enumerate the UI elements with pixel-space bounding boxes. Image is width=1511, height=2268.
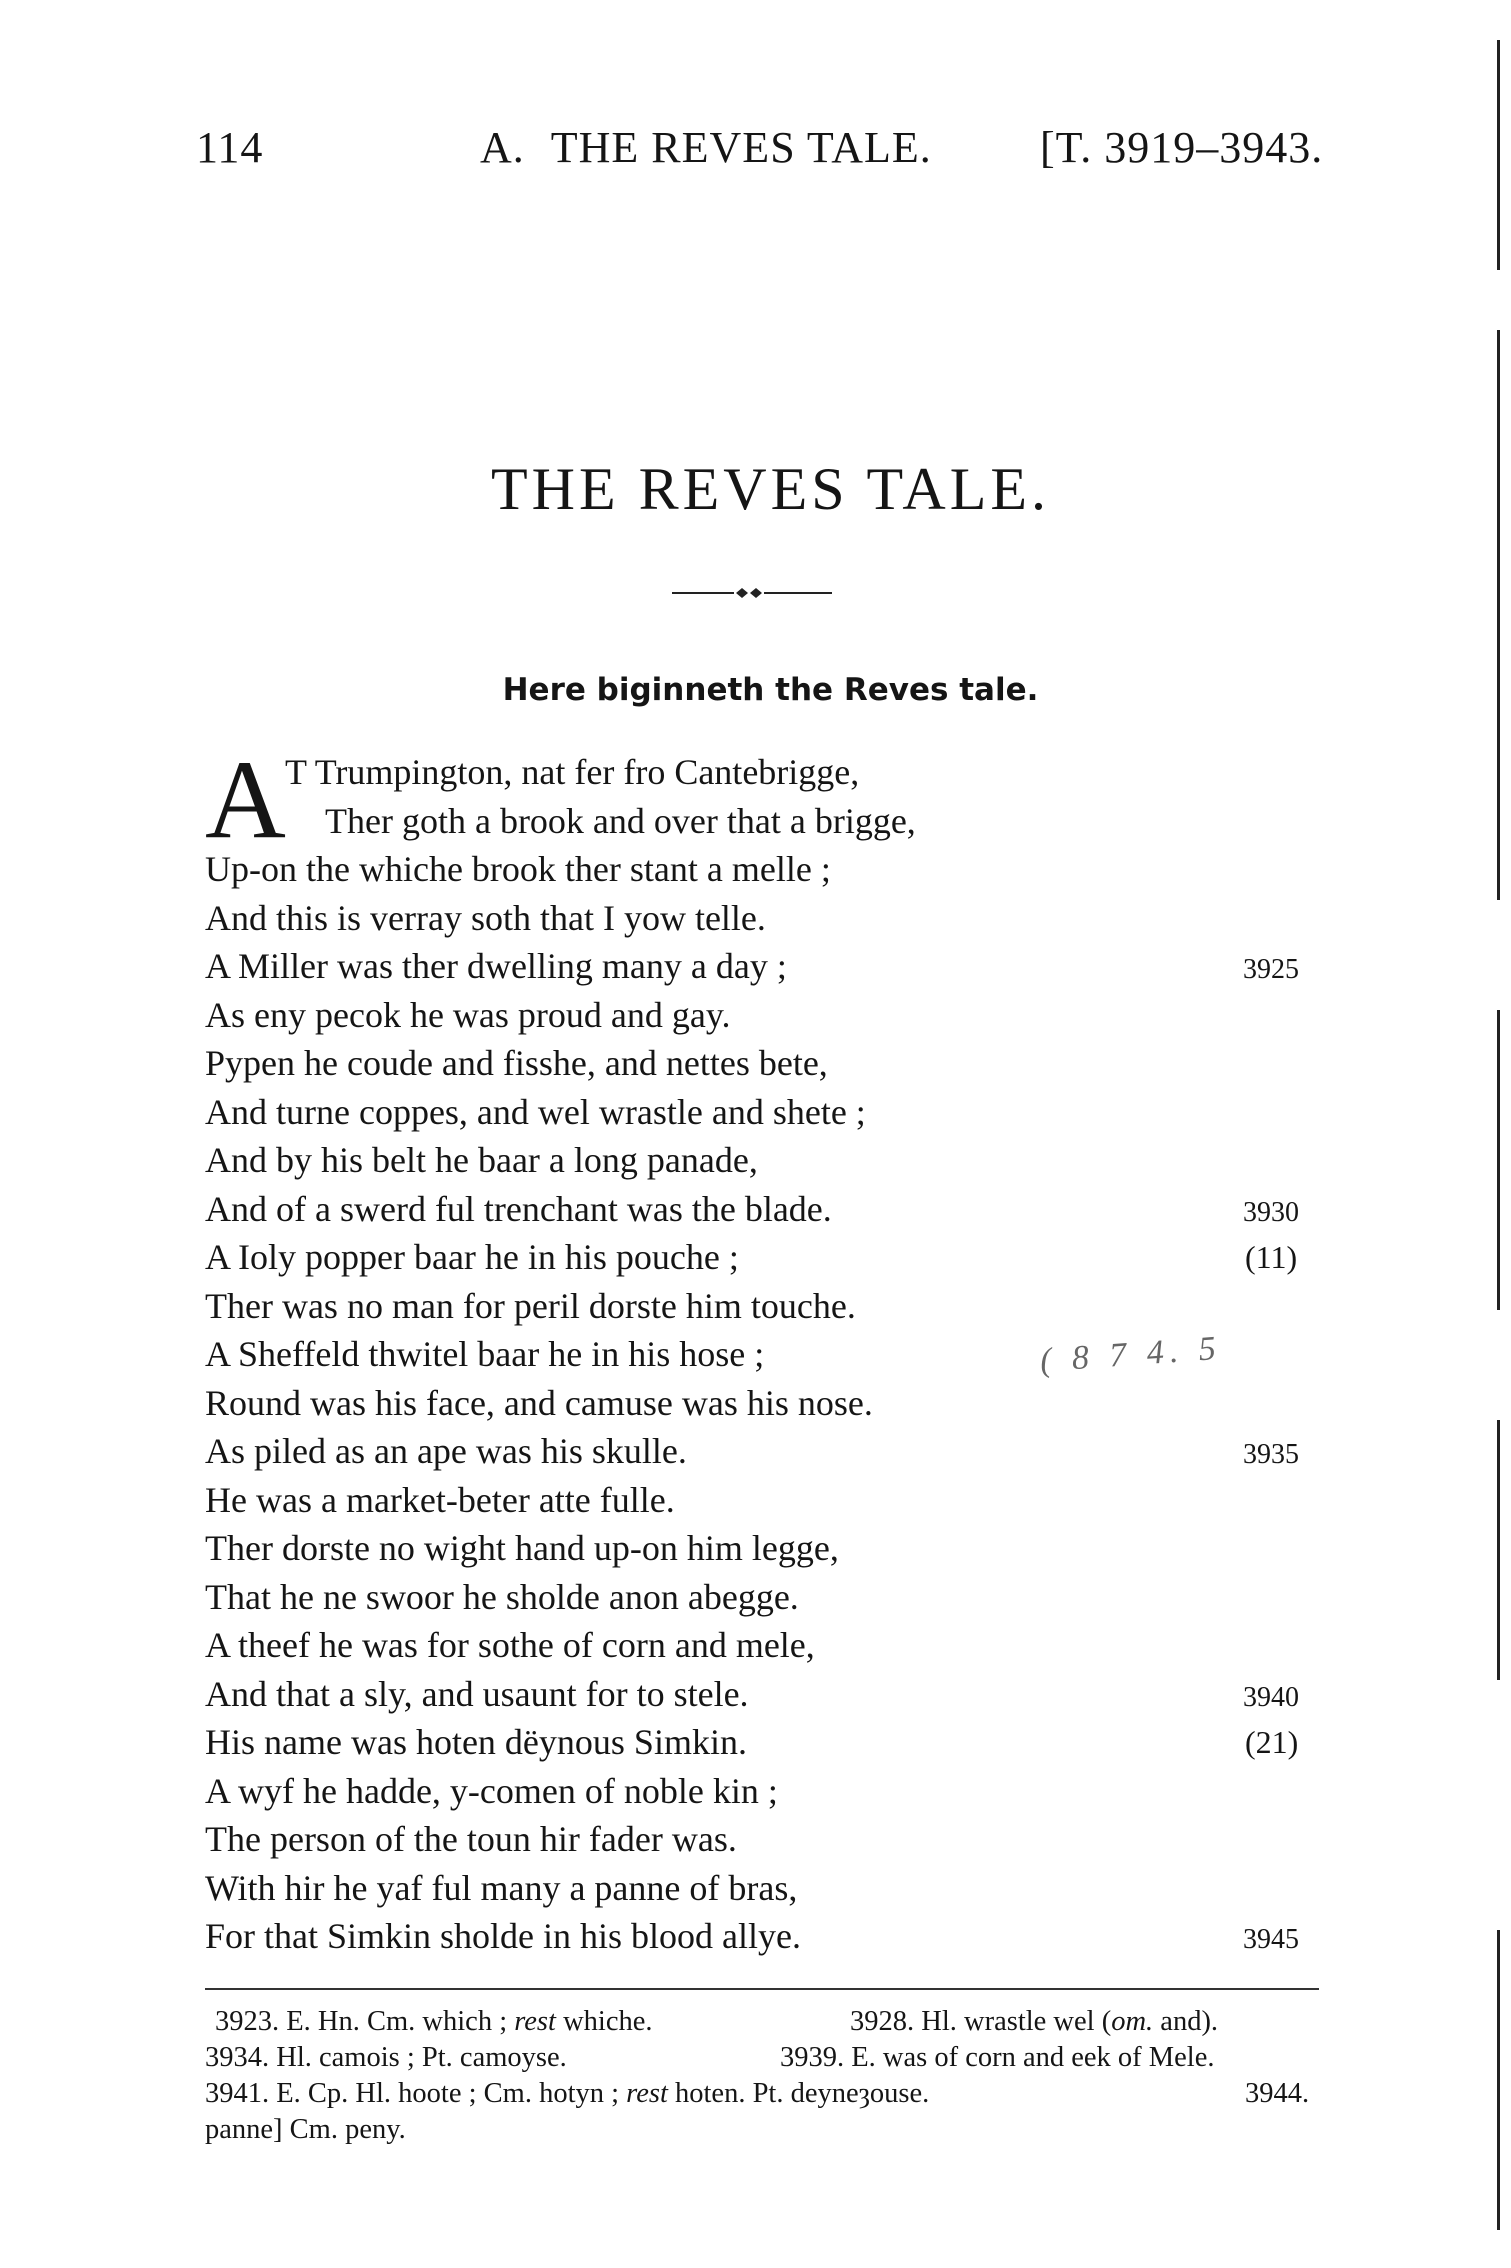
page-title: THE REVES TALE. bbox=[490, 456, 1051, 522]
verse-line bbox=[205, 1282, 1325, 1331]
incipit-heading: Here biginneth the Reves tale. bbox=[502, 672, 1039, 708]
verse-text: With hir he yaf ful many a panne of bras, bbox=[205, 1867, 798, 1908]
verse-line bbox=[205, 1767, 1325, 1816]
section-line-number: (21) bbox=[1245, 1724, 1299, 1760]
line-number: 3935 bbox=[1243, 1439, 1299, 1470]
verse-text: As eny pecok he was proud and gay. bbox=[205, 994, 731, 1035]
line-range: [T. 3919–3943. bbox=[1040, 123, 1324, 172]
verse-text: And of a swerd ful trenchant was the blade. bbox=[205, 1188, 832, 1229]
footnote-3928: 3928. Hl. wrastle wel (om. and). bbox=[850, 2006, 1219, 2037]
running-head bbox=[0, 122, 1511, 182]
verse-text: As piled as an ape was his skulle. bbox=[205, 1431, 687, 1471]
footnotes bbox=[205, 2004, 1325, 2148]
scan-edge-rule bbox=[1497, 330, 1500, 900]
verse-text: A wyf he hadde, y-comen of noble kin ; bbox=[205, 1770, 778, 1811]
verse-text: A Ioly popper baar he in his pouche ; bbox=[205, 1237, 739, 1277]
running-title bbox=[480, 122, 932, 173]
verse-text: And turne coppes, and wel wrastle and shete ; bbox=[205, 1091, 866, 1132]
verse-line bbox=[205, 1912, 1325, 1961]
footnote-line bbox=[205, 2004, 1325, 2040]
line-number: 3930 bbox=[1243, 1196, 1299, 1228]
page-number: 114 bbox=[196, 123, 264, 172]
footnote-3944-number: 3944. bbox=[1245, 2078, 1310, 2109]
verse-line bbox=[205, 1718, 1325, 1767]
footnote-3939: 3939. E. was of corn and eek of Mele. bbox=[780, 2042, 1215, 2073]
verse-line bbox=[205, 894, 1325, 943]
verse-line bbox=[205, 1233, 1325, 1282]
footnote-3934: 3934. Hl. camois ; Pt. camoyse. bbox=[205, 2042, 567, 2073]
verse-line bbox=[205, 1427, 1325, 1476]
scan-edge-rule bbox=[1497, 1010, 1500, 1310]
verse-text: Round was his face, and camuse was his nose. bbox=[205, 1382, 873, 1423]
verse-text: Ther was no man for peril dorste him touche. bbox=[205, 1285, 856, 1326]
verse-line bbox=[205, 1476, 1325, 1525]
verse-line bbox=[205, 845, 1325, 894]
verse-line bbox=[205, 1670, 1325, 1719]
ornament-divider bbox=[672, 586, 832, 600]
verse-text: A theef he was for sothe of corn and mele, bbox=[205, 1625, 815, 1665]
scan-edge-rule bbox=[1497, 1420, 1500, 1680]
footnote-line bbox=[205, 2040, 1325, 2076]
verse-text: And by his belt he baar a long panade, bbox=[205, 1140, 758, 1180]
footnote-3944: panne] Cm. peny. bbox=[205, 2114, 406, 2145]
verse-line bbox=[205, 1864, 1325, 1913]
footnote-rule bbox=[205, 1988, 1319, 1990]
verse-text: He was a market-beter atte fulle. bbox=[205, 1479, 675, 1520]
verse-line bbox=[205, 1815, 1325, 1864]
line-number: 3925 bbox=[1243, 954, 1299, 985]
verse-text: T Trumpington, nat fer fro Cantebrigge, bbox=[285, 752, 860, 792]
footnote-line bbox=[205, 2076, 1325, 2112]
verse-line bbox=[205, 942, 1325, 991]
running-title-text: THE REVES TALE. bbox=[550, 123, 932, 172]
section-letter: A. bbox=[480, 123, 525, 172]
verse-line bbox=[205, 1039, 1325, 1088]
footnote-3923: 3923. E. Hn. Cm. which ; rest whiche. bbox=[215, 2006, 653, 2037]
line-number: 3940 bbox=[1243, 1681, 1299, 1713]
verse-text: That he ne swoor he sholde anon abegge. bbox=[205, 1576, 799, 1617]
verse-text: Pypen he coude and fisshe, and nettes bete, bbox=[205, 1043, 828, 1083]
verse-line bbox=[205, 1088, 1325, 1137]
verse-text: And this is verray soth that I yow telle. bbox=[205, 897, 766, 938]
section-line-number: (11) bbox=[1245, 1239, 1298, 1275]
verse-line bbox=[205, 991, 1325, 1040]
verse-text: Up-on the whiche brook ther stant a melle ; bbox=[205, 849, 831, 889]
verse-line bbox=[205, 748, 1325, 797]
verse-line bbox=[205, 797, 1325, 846]
footnote-line bbox=[205, 2112, 1325, 2148]
footnote-3941: 3941. E. Cp. Hl. hoote ; Cm. hotyn ; rest hoten. Pt. deyneȝouse. bbox=[205, 2078, 930, 2109]
handwritten-marginal-note: ( 8 7 4. 5 bbox=[1038, 1329, 1223, 1380]
verse-text: The person of the toun hir fader was. bbox=[205, 1819, 737, 1859]
verse-text: For that Simkin sholde in his blood allye. bbox=[205, 1916, 801, 1956]
verse-text: His name was hoten dëynous Simkin. bbox=[205, 1722, 747, 1762]
scan-edge-rule bbox=[1497, 40, 1500, 270]
verse-line bbox=[205, 1185, 1325, 1234]
verse-line bbox=[205, 1136, 1325, 1185]
verse-line bbox=[205, 1524, 1325, 1573]
verse-line bbox=[205, 1573, 1325, 1622]
verse-text: Ther dorste no wight hand up-on him legge, bbox=[205, 1528, 839, 1568]
verse-text: Ther goth a brook and over that a brigge, bbox=[325, 800, 916, 841]
verse-line bbox=[205, 1621, 1325, 1670]
verse-text: A Sheffeld thwitel baar he in his hose ; bbox=[205, 1334, 765, 1374]
verse-text: And that a sly, and usaunt for to stele. bbox=[205, 1673, 749, 1714]
scan-edge-rule bbox=[1497, 1930, 1500, 2230]
verse-text: A Miller was ther dwelling many a day ; bbox=[205, 946, 787, 986]
line-number: 3945 bbox=[1243, 1924, 1299, 1955]
verse-line bbox=[205, 1379, 1325, 1428]
drop-cap: A bbox=[205, 738, 286, 862]
